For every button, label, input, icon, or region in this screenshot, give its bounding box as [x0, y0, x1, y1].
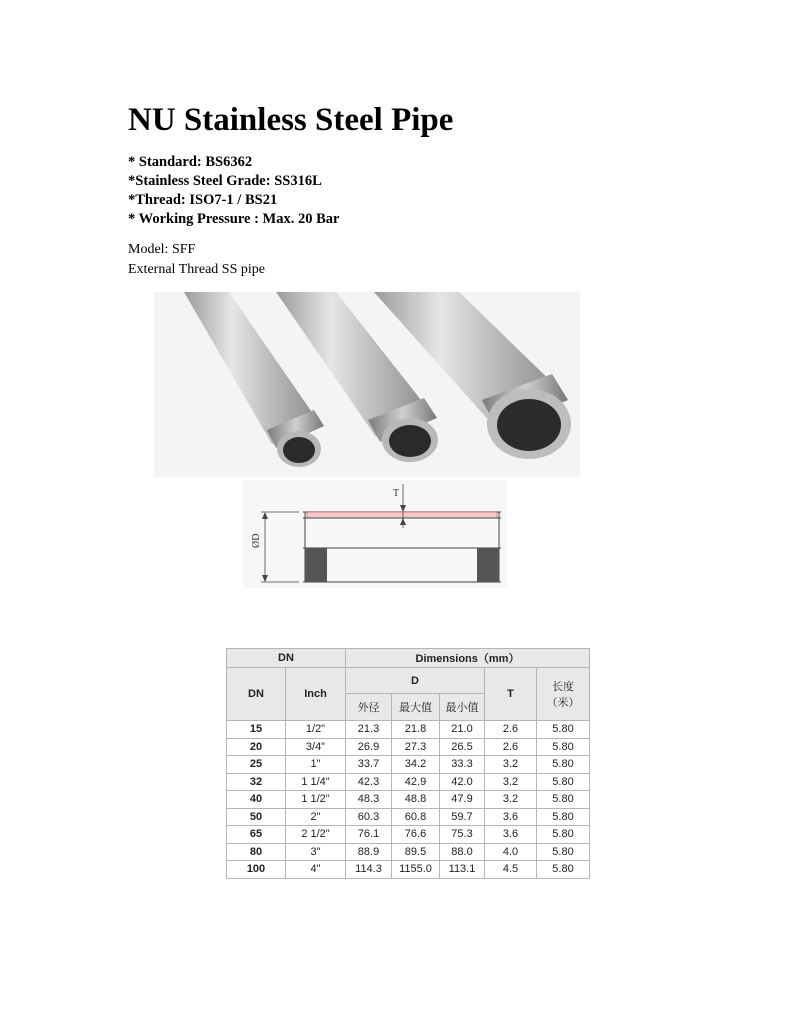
- cell-dn: 20: [227, 738, 286, 756]
- dimensions-table: [226, 648, 590, 879]
- pipe-technical-drawing: [243, 480, 507, 588]
- cell-inch: 1 1/4": [286, 773, 346, 791]
- cell-inch: 1/2": [286, 721, 346, 739]
- cell-od: 21.3: [346, 721, 392, 739]
- header-length-line2: （米）: [546, 697, 580, 709]
- header-dimensions: Dimensions（mm）: [346, 649, 590, 668]
- cell-t: 3.2: [485, 756, 537, 774]
- cell-min: 42.0: [440, 773, 485, 791]
- table-row: [227, 773, 590, 791]
- spec-standard: * Standard: BS6362: [128, 154, 253, 170]
- cell-od: 48.3: [346, 791, 392, 809]
- cell-dn: 100: [227, 861, 286, 879]
- table-row: [227, 861, 590, 879]
- cell-dn: 32: [227, 773, 286, 791]
- cell-inch: 2 1/2": [286, 826, 346, 844]
- table-row: [227, 808, 590, 826]
- header-max: 最大值: [392, 694, 440, 721]
- header-length: [537, 668, 590, 721]
- spec-list: [128, 153, 339, 229]
- cell-max: 89.5: [392, 843, 440, 861]
- cell-min: 75.3: [440, 826, 485, 844]
- cell-od: 60.3: [346, 808, 392, 826]
- cell-inch: 2": [286, 808, 346, 826]
- table-row: [227, 756, 590, 774]
- cell-t: 4.5: [485, 861, 537, 879]
- cell-od: 33.7: [346, 756, 392, 774]
- cell-len: 5.80: [537, 808, 590, 826]
- cell-max: 42.9: [392, 773, 440, 791]
- model-description: External Thread SS pipe: [128, 262, 265, 277]
- cell-inch: 1": [286, 756, 346, 774]
- cell-t: 3.2: [485, 791, 537, 809]
- cell-inch: 4": [286, 861, 346, 879]
- cell-t: 3.6: [485, 808, 537, 826]
- cell-od: 26.9: [346, 738, 392, 756]
- cell-len: 5.80: [537, 756, 590, 774]
- cell-len: 5.80: [537, 861, 590, 879]
- cell-dn: 50: [227, 808, 286, 826]
- header-dn: DN: [227, 668, 286, 721]
- label-outer-diameter: ØD: [251, 533, 262, 548]
- cell-od: 76.1: [346, 826, 392, 844]
- cell-t: 4.0: [485, 843, 537, 861]
- cell-dn: 40: [227, 791, 286, 809]
- cell-od: 42.3: [346, 773, 392, 791]
- cell-t: 3.2: [485, 773, 537, 791]
- model-line: Model: SFF: [128, 242, 196, 257]
- cell-min: 21.0: [440, 721, 485, 739]
- spec-grade: *Stainless Steel Grade: SS316L: [128, 173, 322, 189]
- cell-od: 88.9: [346, 843, 392, 861]
- spec-pressure: * Working Pressure : Max. 20 Bar: [128, 211, 340, 227]
- table-row: [227, 791, 590, 809]
- spec-thread: *Thread: ISO7-1 / BS21: [128, 192, 278, 208]
- cell-len: 5.80: [537, 721, 590, 739]
- cell-inch: 1 1/2": [286, 791, 346, 809]
- header-t: T: [485, 668, 537, 721]
- header-outer-diameter: 外径: [346, 694, 392, 721]
- table-row: [227, 843, 590, 861]
- table-row: [227, 721, 590, 739]
- cell-min: 59.7: [440, 808, 485, 826]
- cell-od: 114.3: [346, 861, 392, 879]
- table-row: [227, 738, 590, 756]
- table-row: [227, 826, 590, 844]
- header-d: D: [346, 668, 485, 694]
- label-thickness: T: [393, 488, 400, 499]
- cell-inch: 3": [286, 843, 346, 861]
- cell-min: 88.0: [440, 843, 485, 861]
- cell-inch: 3/4": [286, 738, 346, 756]
- cell-max: 76.6: [392, 826, 440, 844]
- cell-len: 5.80: [537, 791, 590, 809]
- cell-dn: 80: [227, 843, 286, 861]
- cell-dn: 15: [227, 721, 286, 739]
- cell-dn: 65: [227, 826, 286, 844]
- cell-len: 5.80: [537, 738, 590, 756]
- cell-max: 1155.0: [392, 861, 440, 879]
- cell-t: 2.6: [485, 721, 537, 739]
- cell-max: 60.8: [392, 808, 440, 826]
- cell-max: 34.2: [392, 756, 440, 774]
- cell-min: 113.1: [440, 861, 485, 879]
- cell-t: 2.6: [485, 738, 537, 756]
- cell-t: 3.6: [485, 826, 537, 844]
- header-min: 最小值: [440, 694, 485, 721]
- header-inch: Inch: [286, 668, 346, 721]
- header-dn-group: DN: [227, 649, 346, 668]
- model-info: [128, 240, 265, 280]
- cell-len: 5.80: [537, 843, 590, 861]
- cell-min: 33.3: [440, 756, 485, 774]
- cell-max: 21.8: [392, 721, 440, 739]
- pipe-product-photo: [154, 292, 580, 477]
- cell-len: 5.80: [537, 773, 590, 791]
- cell-min: 47.9: [440, 791, 485, 809]
- page-title: NU Stainless Steel Pipe: [128, 102, 454, 138]
- cell-max: 48.8: [392, 791, 440, 809]
- header-length-line1: 长度: [552, 681, 574, 693]
- cell-max: 27.3: [392, 738, 440, 756]
- cell-min: 26.5: [440, 738, 485, 756]
- cell-dn: 25: [227, 756, 286, 774]
- cell-len: 5.80: [537, 826, 590, 844]
